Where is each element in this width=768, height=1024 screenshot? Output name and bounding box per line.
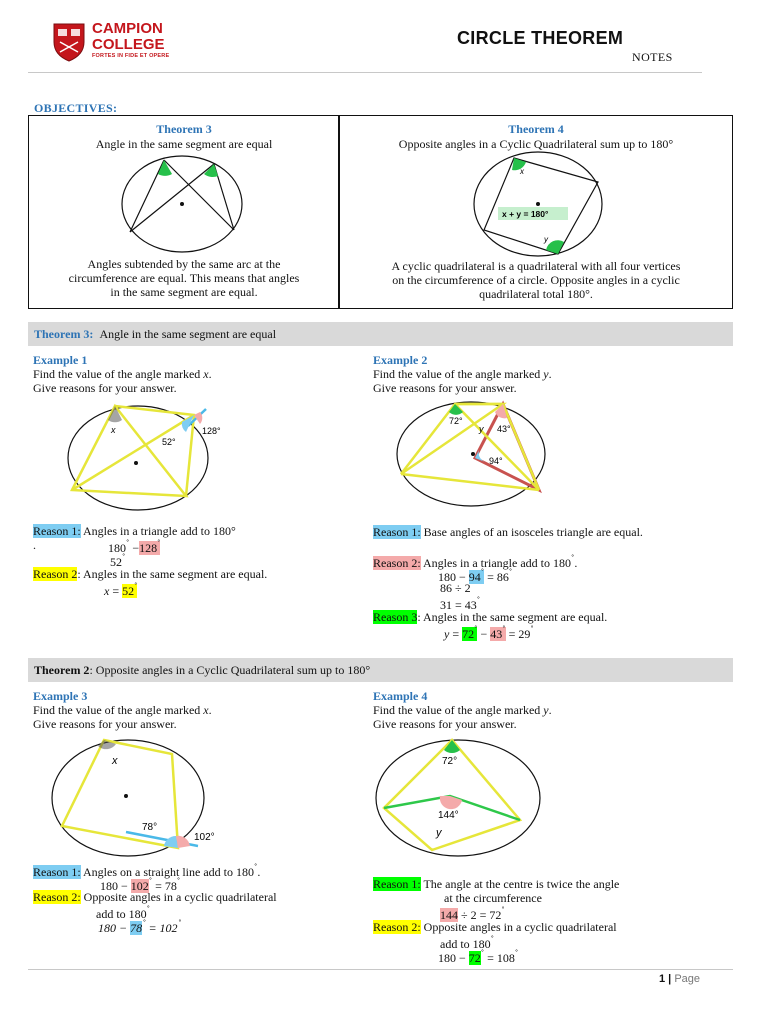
footer-divider xyxy=(28,969,733,970)
caption-line: quadrilateral total 180°. xyxy=(479,287,593,301)
example-4-reason-1-cont: at the circumference xyxy=(444,891,542,905)
example-4-diagram xyxy=(370,734,548,860)
theorem-3-diagram xyxy=(118,152,248,262)
section-label: Theorem 2 xyxy=(34,663,90,677)
theorem-4-statement: Opposite angles in a Cyclic Quadrilateral sum up to 180° xyxy=(398,137,674,151)
angle-78-label: 78° xyxy=(142,822,158,833)
logo-line-2: COLLEGE xyxy=(92,36,165,53)
example-1-calc-1: 180˚ −128˚ xyxy=(108,539,161,555)
angle-144-label: 144° xyxy=(438,810,459,821)
y-label: y xyxy=(479,424,484,434)
caption-line: in the same segment are equal. xyxy=(110,285,258,299)
angle-52-label: 52° xyxy=(162,437,176,447)
logo-line-1: CAMPION xyxy=(92,20,163,37)
example-3-calc-2: 180 − 78˚ = 102˚ xyxy=(98,919,181,935)
section-label: Theorem 3: xyxy=(34,327,94,341)
example-2-calc-2: 86 ÷ 2 xyxy=(440,581,471,595)
section-band-theorem-2 xyxy=(28,658,733,682)
example-1-calc-2: 52˚ xyxy=(110,553,126,569)
caption-line: on the circumference of a circle. Opposite angles in a cyclic xyxy=(392,273,680,287)
angle-94-label: 94° xyxy=(489,456,503,466)
example-2-title: Example 2 xyxy=(373,353,428,367)
example-1-reason-1: Reason 1: Angles in a triangle add to 180° xyxy=(33,524,236,538)
example-2-reason-2: Reason 2: Angles in a triangle add to 180˚. xyxy=(373,554,578,570)
college-crest-icon xyxy=(52,22,86,62)
angle-102-label: 102° xyxy=(194,832,215,843)
example-3-calc-1: 180 − 102˚ = 78˚ xyxy=(100,877,181,893)
x-label: x xyxy=(112,755,118,767)
header-divider xyxy=(28,72,702,73)
example-1-reason-2: Reason 2: Angles in the same segment are equal. xyxy=(33,567,268,581)
example-4-reason-2: Reason 2: Opposite angles in a cyclic quadrilateral xyxy=(373,920,617,934)
example-3-title: Example 3 xyxy=(33,689,88,703)
example-2-diagram xyxy=(393,398,553,510)
theorem-4-diagram xyxy=(472,150,606,260)
example-3-question: Find the value of the angle marked x. xyxy=(33,703,212,717)
section-text: Angle in the same segment are equal xyxy=(99,327,277,341)
example-1-title: Example 1 xyxy=(33,353,88,367)
example-2-question: Find the value of the angle marked y. xyxy=(373,367,552,381)
example-4-question: Find the value of the angle marked y. xyxy=(373,703,552,717)
angle-128-label: 128° xyxy=(202,426,221,436)
example-4-instruction: Give reasons for your answer. xyxy=(373,717,517,731)
example-2-calc-3: 31 = 43˚ xyxy=(440,596,481,612)
logo-motto: FORTES IN FIDE ET OPERE xyxy=(92,53,170,59)
caption-line: circumference are equal. This means that angles xyxy=(68,271,300,285)
angle-43-label: 43° xyxy=(497,424,511,434)
example-2-reason-3: Reason 3: Angles in the same segment are equal. xyxy=(373,610,608,624)
example-4-calc-2: 180 − 72˚ = 108˚ xyxy=(438,949,519,965)
caption-line: A cyclic quadrilateral is a quadrilateral with all four vertices xyxy=(391,259,681,273)
example-1-dot: . xyxy=(33,538,36,552)
page-number: 1 | Page xyxy=(659,973,701,985)
example-2-calc-1: 180 − 94˚ = 86˚ xyxy=(438,568,513,584)
sum-label: x + y = 180° xyxy=(502,209,549,219)
example-3-diagram xyxy=(48,734,228,860)
page-title: CIRCLE THEOREM xyxy=(457,28,624,48)
theorem-4-heading: Theorem 4 xyxy=(508,122,564,136)
theorem-3-caption xyxy=(30,257,338,299)
logo-name xyxy=(92,21,165,53)
example-2-reason-1: Reason 1: Base angles of an isosceles triangle are equal. xyxy=(373,525,643,539)
example-4-title: Example 4 xyxy=(373,689,428,703)
theorem-4-caption xyxy=(340,259,732,301)
page-subtitle: NOTES xyxy=(632,50,673,64)
x-label: x xyxy=(111,425,116,435)
angle-72-label: 72° xyxy=(449,416,463,426)
theorem-3-heading: Theorem 3 xyxy=(156,122,212,136)
example-1-instruction: Give reasons for your answer. xyxy=(33,381,177,395)
example-4-reason-2-cont: add to 180˚ xyxy=(440,935,495,951)
y-label: y xyxy=(436,827,442,839)
example-3-reason-1: Reason 1: Angles on a straight line add to 180˚. xyxy=(33,863,261,879)
example-2-instruction: Give reasons for your answer. xyxy=(373,381,517,395)
angle-72-label: 72° xyxy=(442,756,458,767)
section-band-theorem-3 xyxy=(28,322,733,346)
example-3-instruction: Give reasons for your answer. xyxy=(33,717,177,731)
example-3-reason-2-cont: add to 180˚ xyxy=(96,905,151,921)
caption-line: Angles subtended by the same arc at the xyxy=(87,257,281,271)
example-1-diagram xyxy=(64,400,221,518)
example-4-calc-1: 144 ÷ 2 = 72˚ xyxy=(440,906,505,922)
y-label: y xyxy=(544,235,548,244)
example-4-reason-1: Reason 1: The angle at the centre is twice the angle xyxy=(373,877,620,891)
objectives-heading: OBJECTIVES: xyxy=(34,101,118,115)
x-label: x xyxy=(520,167,524,176)
example-1-question: Find the value of the angle marked x. xyxy=(33,367,212,381)
section-text: : Opposite angles in a Cyclic Quadrilateral sum up to 180° xyxy=(89,663,371,677)
example-2-answer: y = 72˚ − 43˚ = 29˚ xyxy=(444,625,534,641)
theorem-3-statement: Angle in the same segment are equal xyxy=(95,137,273,151)
example-1-answer: x = 52˚ xyxy=(104,582,138,598)
example-3-reason-2: Reason 2: Opposite angles in a cyclic quadrilateral xyxy=(33,890,277,904)
